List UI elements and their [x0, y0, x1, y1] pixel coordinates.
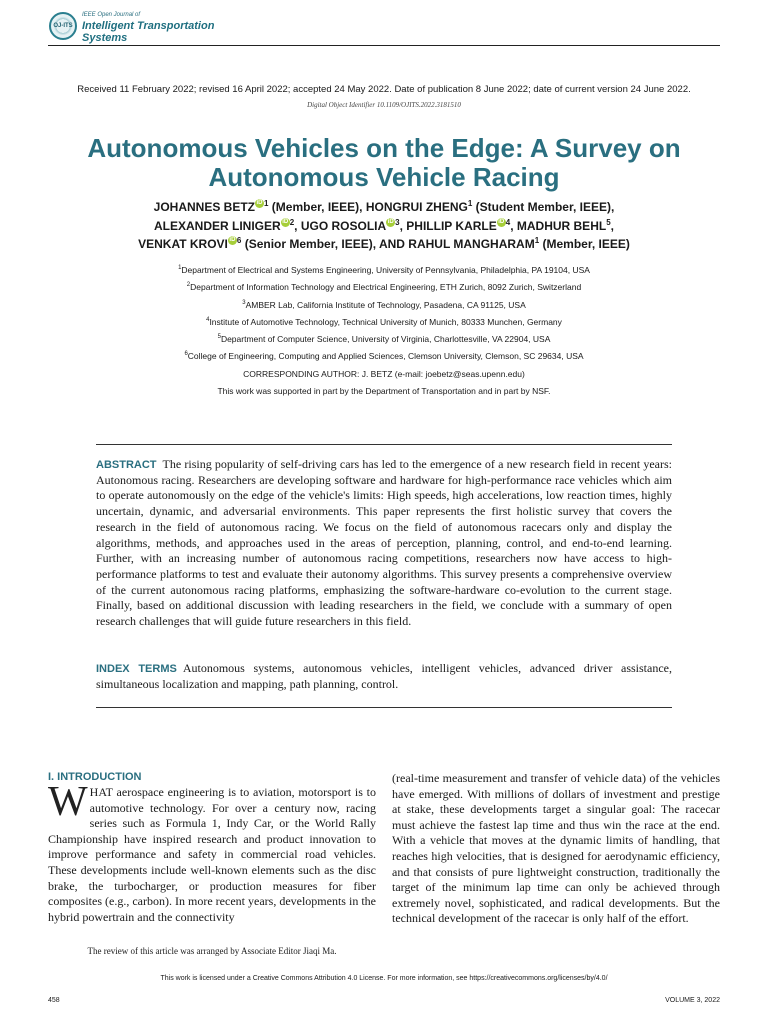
author-role: (Student Member, IEEE),: [472, 200, 615, 214]
doi: Digital Object Identifier 10.1109/OJITS.2022.3181510: [307, 101, 461, 109]
affiliation-number: 2: [186, 282, 191, 289]
index-terms-label: INDEX TERMS: [96, 663, 177, 675]
orcid-icon[interactable]: iD: [229, 237, 236, 243]
logo-text: OJ-ITS: [53, 23, 73, 29]
volume-label: VOLUME 3, 2022: [665, 997, 720, 1004]
author-role: ,: [610, 218, 614, 233]
author-role: (Member, IEEE): [539, 237, 630, 251]
author-role: (Member, IEEE),: [268, 200, 366, 214]
orcid-icon[interactable]: iD: [387, 218, 394, 225]
page-number: 458: [48, 997, 60, 1004]
author-affiliation-mark: 4: [505, 217, 511, 227]
index-terms-text: Autonomous systems, autonomous vehicles, intelligent vehicles, advanced driver assistance, simultaneous localization and mapping, path planning, control.: [96, 661, 672, 691]
header-rule: [48, 45, 720, 46]
editor-footnote: The review of this article was arranged by Associate Editor Jiaqi Ma.: [87, 946, 337, 956]
affiliations: [0, 262, 768, 400]
affiliation-line: [0, 314, 768, 331]
author-name: UGO ROSOLIA: [300, 218, 387, 233]
index-terms: [96, 661, 672, 692]
author-affiliation-mark: 6: [236, 236, 242, 245]
journal-name: [82, 12, 214, 44]
author-name: HONGRUI ZHENG: [365, 200, 468, 214]
author-affiliation-mark: 1: [534, 236, 540, 245]
abstract-top-rule: [96, 444, 672, 445]
license-note: This work is licensed under a Creative Commons Attribution 4.0 License. For more information, see https://creativecommons.org/licenses/by/4.0/: [160, 975, 608, 982]
abstract-label: ABSTRACT: [96, 459, 157, 471]
affiliation-text: Department of Information Technology and Electrical Engineering, ETH Zurich, 8092 Zurich, Switzerland: [190, 282, 582, 293]
affiliation-number: 3: [242, 299, 246, 306]
funding-note: This work was supported in part by the Department of Transportation and in part by NSF.: [217, 386, 551, 397]
paper-title: Autonomous Vehicles on the Edge: A Survey on Autonomous Vehicle Racing: [87, 133, 681, 192]
author-name: VENKAT KROVI: [138, 237, 228, 251]
received-dates: Received 11 February 2022; revised 16 April 2022; accepted 24 May 2022. Date of publication 8 June 2022; date of current version 24 June 2022.: [77, 84, 691, 95]
abstract-text: The rising popularity of self-driving cars has led to the emergence of a new research field in recent years: Autonomous racing. Researchers are developing software and hardware for high-performance race vehicles which aim to operate autonomously on the edge of the vehicle's limits: High speeds, high accelerations, low reaction times, highly uncertain, dynamic, and adversarial environments. This paper represents the first holistic survey that covers the research in the field of autonomous racing. We focus on the field of autonomous racecars only and display the algorithms, methods, and approaches used in the areas of perception, planning, control, and end-to-end learning. Further, with an increasing number of autonomous racing competitions, researchers now have access to high-performance platforms to test and evaluate their autonomy algorithms. This survey presents a comprehensive overview of the current autonomous racing platforms, emphasizing the software-hardware co-evolution to the current stage. Finally, based on additional discussion with leading researchers in the field, we conclude with a summary of open research challenges that will guide future researchers in this field.: [96, 457, 672, 629]
author-affiliation-mark: 3: [395, 217, 400, 227]
abstract: [96, 457, 672, 630]
intro-paragraph-right: (real-time measurement and transfer of vehicle data) of the vehicles have emerged. With millions of dollars of investment and prestige at stake, these developments target a singular goal: The racecar must achieve the fastest lap time and thus win the race at the end. With a vehicle that moves at the dynamic limits of handling, that reaches high velocities, that is designed for aerodynamic efficiency, and that consists of pure lightweight construction, traditionally the target of the minimum lap time can only be achieved through extremely novel, sophisticated, and radical developments. But the technical development of the racecar is only half of the effort.: [392, 771, 720, 926]
author-affiliation-mark: 1: [467, 199, 473, 208]
author-name: MADHUR BEHL: [516, 218, 607, 233]
intro-left-text: HAT aerospace engineering is to aviation, motorsport is to automotive technology. For over a century now, racing series such as Formula 1, Indy Car, or the World Rally Championship have inspired research and product innovation to improve performance and safety in commercial road vehicles. These developments include well-known elements such as the disc brake, the turbocharger, or production measures for fiber composites (e.g., carbon). In more recent years, developments in the hybrid powertrain and the connectivity: [48, 785, 376, 924]
author-list: [60, 198, 708, 254]
orcid-icon[interactable]: iD: [498, 218, 505, 225]
journal-name-line2: Systems: [82, 32, 128, 44]
affiliation-number: 4: [206, 317, 210, 324]
journal-name-small: IEEE Open Journal of: [82, 12, 141, 18]
author-role: ,: [294, 218, 301, 233]
affiliation-line: [0, 262, 768, 279]
affiliation-line: [0, 297, 768, 314]
affiliation-text: Department of Electrical and Systems Engineering, University of Pennsylvania, Philadelphia, PA 19104, USA: [181, 265, 590, 275]
author-role: ,: [399, 218, 407, 233]
affiliation-number: 1: [178, 265, 182, 272]
affiliation-line: [0, 348, 768, 365]
affiliation-number: 6: [184, 351, 188, 358]
affiliation-number: 5: [217, 334, 221, 341]
author-affiliation-mark: 2: [289, 217, 295, 227]
author-name: PHILLIP KARLE: [406, 218, 497, 233]
orcid-icon[interactable]: iD: [282, 218, 289, 225]
author-affiliation-mark: 1: [264, 199, 269, 208]
journal-logo-seal: [49, 12, 77, 40]
author-name: ALEXANDER LINIGER: [154, 218, 281, 233]
author-role: ,: [510, 218, 517, 233]
affiliation-text: AMBER Lab, California Institute of Technology, Pasadena, CA 91125, USA: [245, 299, 526, 310]
journal-name-line1: Intelligent Transportation: [82, 20, 215, 32]
affiliation-text: Department of Computer Science, University of Virginia, Charlottesville, VA 22904, USA: [220, 334, 551, 345]
orcid-icon[interactable]: iD: [256, 200, 263, 206]
affiliation-line: [0, 279, 768, 296]
abstract-bottom-rule: [96, 707, 672, 708]
corresponding-author: CORRESPONDING AUTHOR: J. BETZ (e-mail: joebetz@seas.upenn.edu): [243, 368, 525, 379]
right-column: [392, 771, 720, 927]
affiliation-text: Institute of Automotive Technology, Technical University of Munich, 80333 Munchen, Germany: [209, 316, 562, 327]
affiliation-line: [0, 331, 768, 348]
author-name: RAHUL MANGHARAM: [408, 237, 535, 251]
drop-cap: W: [48, 779, 88, 825]
section-heading-introduction: I. INTRODUCTION: [48, 771, 142, 783]
left-column: [48, 771, 376, 925]
author-role: (Senior Member, IEEE), AND: [241, 237, 409, 251]
author-name: JOHANNES BETZ: [153, 200, 256, 214]
affiliation-text: College of Engineering, Computing and Applied Sciences, Clemson University, Clemson, SC 29634, USA: [187, 351, 584, 362]
author-affiliation-mark: 5: [606, 217, 611, 227]
intro-paragraph-left: [48, 779, 376, 925]
